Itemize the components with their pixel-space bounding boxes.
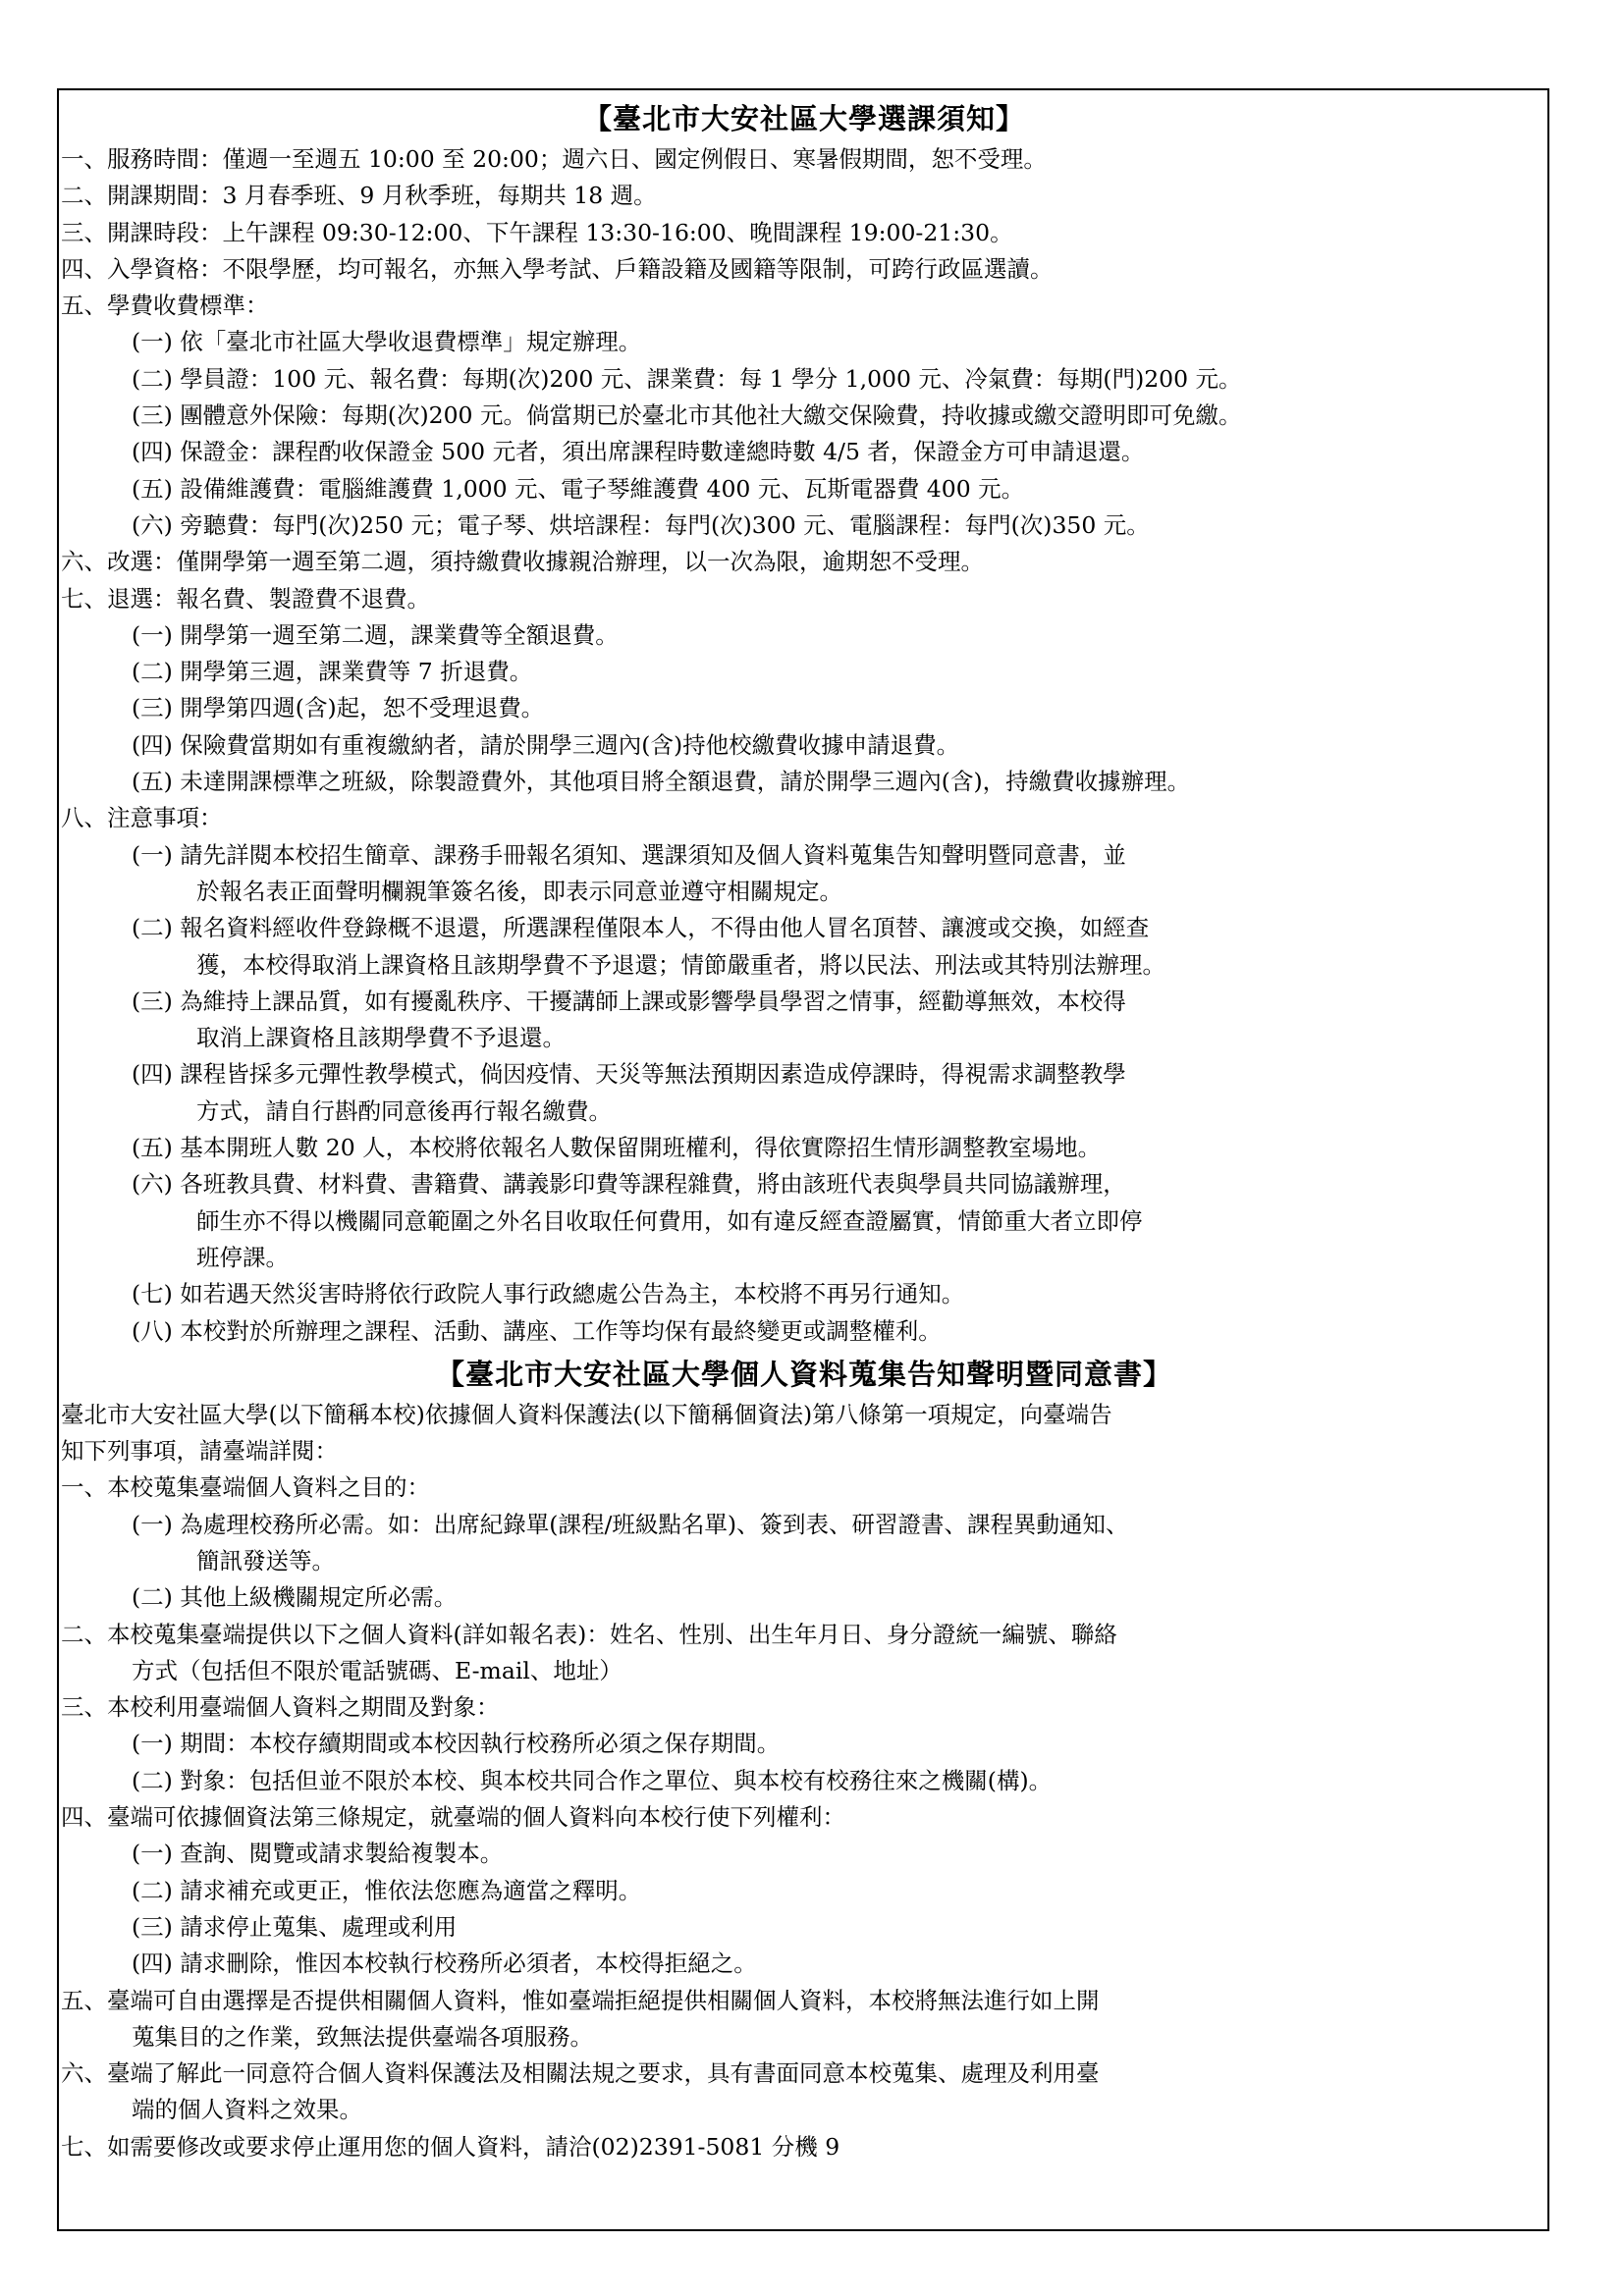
section-item: 三、開課時段：上午課程 09:30-12:00、下午課程 13:30-16:00、晚間課程 19:00-21:30。: [61, 218, 1013, 246]
sub-item: (一) 依「臺北市社區大學收退費標準」規定辦理。: [132, 328, 642, 356]
sub-item: (六) 各班教具費、材料費、書籍費、講義影印費等課程雜費，將由該班代表與學員共同協議辦理，: [132, 1170, 1126, 1199]
sub-item: (五) 設備維護費：電腦維護費 1,000 元、電子琴維護費 400 元、瓦斯電器費 400 元。: [132, 474, 1025, 503]
sub-item: (二) 開學第三週，課業費等 7 折退費。: [132, 658, 533, 686]
sub-item: 方式（包括但不限於電話號碼、E-mail、地址）: [132, 1656, 623, 1684]
sub-item: (一) 查詢、閱覽或請求製給複製本。: [132, 1840, 504, 1868]
sub-item: (四) 保證金：課程酌收保證金 500 元者，須出席課程時數達總時數 4/5 者，保證金方可申請退還。: [132, 438, 1145, 466]
privacy-intro-line: 知下列事項，請臺端詳閱：: [61, 1437, 338, 1466]
sub-item: (三) 為維持上課品質，如有擾亂秩序、干擾講師上課或影響學員學習之情事，經勸導無效，本校得: [132, 987, 1126, 1015]
section-item: 七、退選：報名費、製證費不退費。: [61, 584, 430, 613]
sub-item: (一) 期間：本校存續期間或本校因執行校務所必須之保存期間。: [132, 1730, 781, 1758]
sub-item: (三) 請求停止蒐集、處理或利用: [132, 1912, 458, 1941]
section-item: 二、開課期間：3 月春季班、9 月秋季班，每期共 18 週。: [61, 182, 657, 210]
item-continuation: 班停課。: [196, 1243, 289, 1271]
sub-item: 端的個人資料之效果。: [132, 2096, 362, 2124]
item-continuation: 於報名表正面聲明欄親筆簽名後，即表示同意並遵守相關規定。: [196, 877, 842, 905]
sub-item: (六) 旁聽費：每門(次)250 元；電子琴、烘培課程：每門(次)300 元、電腦課程：每門(次)350 元。: [132, 510, 1150, 539]
section-item: 四、入學資格：不限學歷，均可報名，亦無入學考試、戶籍設籍及國籍等限制，可跨行政區選讀。: [61, 254, 1054, 283]
privacy-notice-body: [61, 1469, 1547, 2165]
item-continuation: 方式，請自行斟酌同意後再行報名繳費。: [196, 1096, 612, 1125]
privacy-intro-line: 臺北市大安社區大學(以下簡稱本校)依據個人資料保護法(以下簡稱個資法)第八條第一項規定，向臺端告: [61, 1400, 1112, 1428]
section-item: 二、本校蒐集臺端提供以下之個人資料(詳如報名表)：姓名、性別、出生年月日、身分證統一編號、聯絡: [61, 1620, 1117, 1648]
sub-item: (八) 本校對於所辦理之課程、活動、講座、工作等均保有最終變更或調整權利。: [132, 1316, 942, 1345]
sub-item: (四) 課程皆採多元彈性教學模式，倘因疫情、天災等無法預期因素造成停課時，得視需求調整教學: [132, 1060, 1126, 1089]
sub-item: (四) 請求刪除，惟因本校執行校務所必須者，本校得拒絕之。: [132, 1949, 757, 1978]
section-item: 五、臺端可自由選擇是否提供相關個人資料，惟如臺端拒絕提供相關個人資料，本校將無法進行如上開: [61, 1986, 1100, 2014]
item-continuation: 獲，本校得取消上課資格且該期學費不予退還；情節嚴重者，將以民法、刑法或其特別法辦理。: [196, 950, 1165, 979]
sub-item: (三) 團體意外保險：每期(次)200 元。倘當期已於臺北市其他社大繳交保險費，持收據或繳交證明即可免繳。: [132, 401, 1242, 430]
section-item: 六、臺端了解此一同意符合個人資料保護法及相關法規之要求，具有書面同意本校蒐集、處理及利用臺: [61, 2059, 1100, 2088]
sub-item: (三) 開學第四週(含)起，恕不受理退費。: [132, 694, 545, 722]
section-item: 七、如需要修改或要求停止運用您的個人資料，請洽(02)2391-5081 分機 9: [61, 2132, 840, 2161]
section-item: 一、服務時間：僅週一至週五 10:00 至 20:00；週六日、國定例假日、寒暑假期間，恕不受理。: [61, 145, 1047, 173]
item-continuation: 取消上課資格且該期學費不予退還。: [196, 1024, 566, 1052]
sub-item: (五) 未達開課標準之班級，除製證費外，其他項目將全額退費，請於開學三週內(含)，持繳費收據辦理。: [132, 768, 1191, 796]
sub-item: (七) 如若遇天然災害時將依行政院人事行政總處公告為主，本校將不再另行通知。: [132, 1280, 965, 1308]
sub-item: (二) 其他上級機關規定所必需。: [132, 1583, 458, 1612]
section-item: 一、本校蒐集臺端個人資料之目的：: [61, 1473, 430, 1502]
section-item: 三、本校利用臺端個人資料之期間及對象：: [61, 1693, 500, 1722]
sub-item: (一) 開學第一週至第二週，課業費等全額退費。: [132, 620, 619, 649]
sub-item: (一) 請先詳閱本校招生簡章、課務手冊報名須知、選課須知及個人資料蒐集告知聲明暨同意書，並: [132, 840, 1126, 869]
sub-item: (二) 對象：包括但並不限於本校、與本校共同合作之單位、與本校有校務往來之機關(構)。: [132, 1766, 1053, 1794]
course-notice-body: [61, 141, 1547, 1350]
sub-item: (二) 學員證：100 元、報名費：每期(次)200 元、課業費：每 1 學分 1,000 元、冷氣費：每期(門)200 元。: [132, 364, 1242, 393]
section-item: 四、臺端可依據個資法第三條規定，就臺端的個人資料向本校行使下列權利：: [61, 1803, 845, 1832]
course-notice-title: 【臺北市大安社區大學選課須知】: [582, 102, 1025, 135]
sub-item: (一) 為處理校務所必需。如：出席紀錄單(課程/班級點名單)、簽到表、研習證書、課程異動通知、: [132, 1510, 1129, 1538]
section-item: 八、注意事項：: [61, 804, 223, 832]
sub-item: 蒐集目的之作業，致無法提供臺端各項服務。: [132, 2022, 593, 2051]
sub-item: (二) 請求補充或更正，惟依法您應為適當之釋明。: [132, 1876, 642, 1904]
item-continuation: 師生亦不得以機關同意範圍之外名目收取任何費用，如有違反經查證屬實，情節重大者立即停: [196, 1206, 1143, 1235]
sub-item: (四) 保險費當期如有重複繳納者，請於開學三週內(含)持他校繳費收據申請退費。: [132, 730, 960, 759]
document-page: [57, 88, 1549, 2231]
section-item: 五、學費收費標準：: [61, 292, 269, 320]
section-item: 六、改選：僅開學第一週至第二週，須持繳費收據親洽辦理，以一次為限，逾期恕不受理。: [61, 548, 984, 576]
sub-item: (五) 基本開班人數 20 人，本校將依報名人數保留開班權利，得依實際招生情形調整教室場地。: [132, 1134, 1102, 1162]
sub-item: (二) 報名資料經收件登錄概不退還，所選課程僅限本人，不得由他人冒名頂替、讓渡或交換，如經查: [132, 914, 1150, 942]
item-continuation: 簡訊發送等。: [196, 1546, 335, 1575]
privacy-intro: [61, 1397, 1547, 1470]
privacy-notice-title: 【臺北市大安社區大學個人資料蒐集告知聲明暨同意書】: [435, 1357, 1172, 1391]
